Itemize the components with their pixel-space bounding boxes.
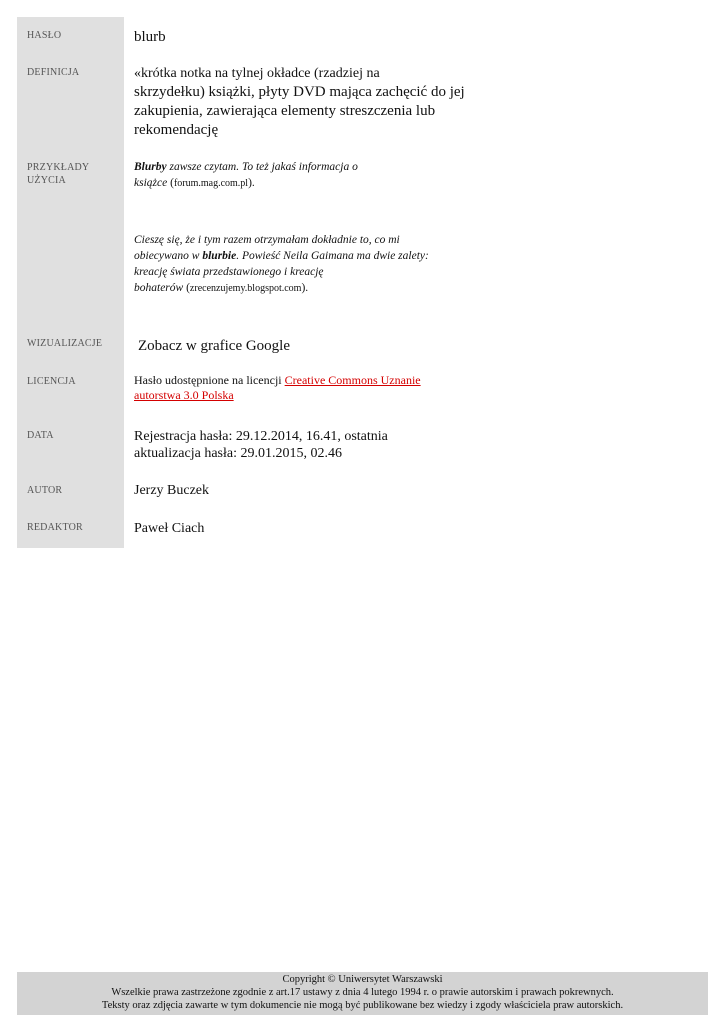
license xyxy=(134,373,454,403)
definition-line: «krótka notka na tylnej okładce (rzadziej na xyxy=(134,66,380,81)
example-1 xyxy=(134,159,464,192)
example-1-source-open: ( xyxy=(167,177,174,189)
label-redaktor: REDAKTOR xyxy=(27,522,83,533)
label-przyklady-line2: UŻYCIA xyxy=(27,175,66,186)
date-registered: Rejestracja hasła: 29.12.2014, 16.41, ostatnia xyxy=(134,429,388,444)
example-2-line1: Cieszę się, że i tym razem otrzymałam dokładnie to, co mi xyxy=(134,234,400,246)
example-1-source: forum.mag.com.pl xyxy=(173,178,249,189)
google-images-link[interactable]: Zobacz w grafice Google xyxy=(138,338,291,354)
definition-line: zakupienia, zawierająca elementy streszczenia lub xyxy=(134,103,436,119)
example-2-line4: bohaterów xyxy=(134,282,184,294)
editor: Paweł Ciach xyxy=(134,521,205,536)
example-2 xyxy=(134,232,474,297)
date-updated: aktualizacja hasła: 29.01.2015, 02.46 xyxy=(134,446,342,461)
footer-notice: Teksty oraz zdjęcia zawarte w tym dokumencie nie mogą być publikowane bez wiedzy i zgody właściciela praw autorskich. xyxy=(101,1000,624,1011)
label-definicja: DEFINICJA xyxy=(27,67,80,78)
definition xyxy=(134,64,474,140)
example-2-source-open: ( xyxy=(183,282,190,294)
license-link[interactable]: Creative Commons Uznanie xyxy=(284,373,421,387)
dates xyxy=(134,428,388,462)
label-przyklady-line1: PRZYKŁADY xyxy=(27,162,90,173)
example-1-text2: książce xyxy=(134,177,168,189)
label-przyklady xyxy=(27,161,89,187)
example-1-bold: Blurby xyxy=(134,161,167,173)
license-text: Hasło udostępnione na licencji xyxy=(134,373,285,387)
example-2-bold: blurbie xyxy=(202,250,237,262)
headword: blurb xyxy=(134,29,166,45)
example-1-source-close: ). xyxy=(248,177,255,189)
footer-copyright: Copyright © Uniwersytet Warszawski xyxy=(282,974,443,985)
definition-line: skrzydełku) książki, płyty DVD mająca zachęcić do jej xyxy=(134,84,465,100)
label-column xyxy=(17,17,124,548)
license-link[interactable]: autorstwa 3.0 Polska xyxy=(134,388,234,402)
example-1-text: zawsze czytam. To też jakaś informacja o xyxy=(166,161,358,173)
definition-line: rekomendację xyxy=(134,122,219,138)
example-2-source-close: ). xyxy=(301,282,309,294)
example-2-source: zrecenzujemy.blogspot.com xyxy=(189,283,302,294)
example-2-text: . Powieść Neila Gaimana ma dwie zalety: xyxy=(236,250,429,262)
label-haslo: HASŁO xyxy=(27,30,62,41)
footer-rights: Wszelkie prawa zastrzeżone zgodnie z art.17 ustawy z dnia 4 lutego 1994 r. o prawie autorskim i prawach pokrewnych. xyxy=(111,987,614,998)
example-2-text: obiecywano w xyxy=(134,250,203,262)
author: Jerzy Buczek xyxy=(134,483,210,498)
label-autor: AUTOR xyxy=(27,485,63,496)
label-wizualizacje: WIZUALIZACJE xyxy=(27,338,103,349)
label-data: DATA xyxy=(27,430,54,441)
footer xyxy=(17,972,708,1015)
example-2-line3: kreację świata przedstawionego i kreację xyxy=(134,266,324,278)
label-licencja: LICENCJA xyxy=(27,376,76,387)
